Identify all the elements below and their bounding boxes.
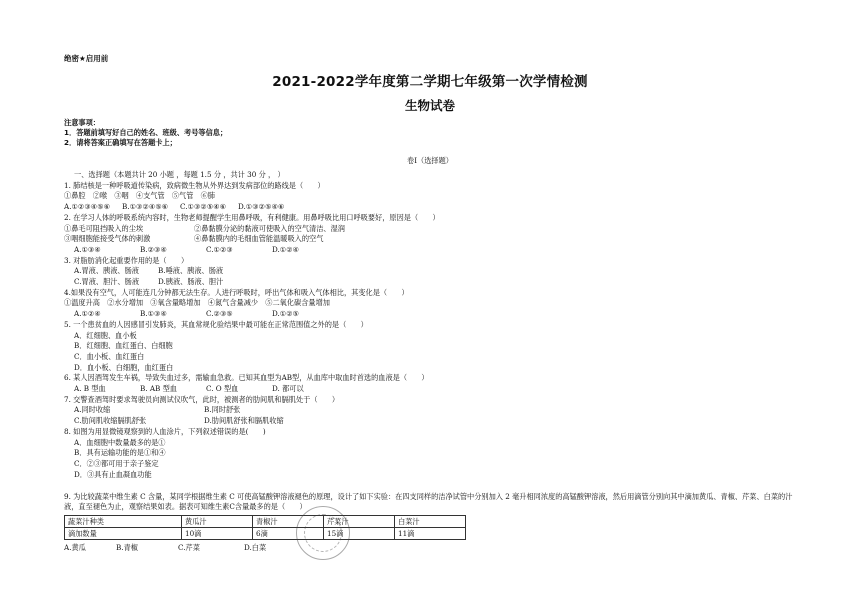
q8-option-a: A．血细胞中数量最多的是① <box>74 437 166 447</box>
q5-option-a: A．红细胞、血小板 <box>74 330 137 340</box>
q8-option-c: C．②③都可用于亲子鉴定 <box>74 458 159 468</box>
q2-options <box>64 245 804 256</box>
q9-option-c: C.芹菜 <box>178 543 200 552</box>
q4-option-c: C.②③⑤ <box>206 309 233 319</box>
q7-options-cd <box>64 416 804 427</box>
q3-stem: 3. 对脂肪消化起重要作用的是（ ） <box>64 255 189 265</box>
q3-option-a: A.胃液、胰液、肠液 <box>74 266 139 276</box>
table-cell: 6滴 <box>253 528 324 540</box>
q6-option-d: D. 都可以 <box>272 384 304 394</box>
table-cell: 青椒汁 <box>253 516 324 528</box>
q1-parts: ①鼻腔 ②喉 ③咽 ④支气管 ⑤气管 ⑥肺 <box>64 191 215 201</box>
questions <box>64 170 804 480</box>
q6-options <box>64 384 804 395</box>
q4-parts: ①温度升高 ②水分增加 ③氧含量略增加 ④氮气含量减少 ⑤二氧化碳含量增加 <box>64 298 330 308</box>
notice-item: 2．请将答案正确填写在答题卡上； <box>64 138 177 147</box>
q5-option-d: D．血小板、白细胞，血红蛋白 <box>74 362 174 372</box>
q2-line2 <box>64 234 804 245</box>
volume-heading: 卷I（选择题） <box>407 156 453 165</box>
table-cell: 芹菜汁 <box>324 516 395 528</box>
q4-options <box>64 309 804 320</box>
q9-option-b: B.青椒 <box>116 543 138 552</box>
q2-item-3: ③咽细胞能接受气体的刺激 <box>64 234 151 244</box>
notice-block <box>64 118 227 148</box>
q8-option-b: B．具有运输功能的是①和④ <box>74 448 166 458</box>
table-row <box>65 516 466 528</box>
secret-mark: 绝密★启用前 <box>64 54 109 63</box>
section-heading: 一、选择题（本题共计 20 小题 ，每题 1.5 分 ，共计 30 分 ， ） <box>74 170 285 179</box>
table-cell: 11滴 <box>395 528 466 540</box>
q9-option-d: D.白菜 <box>244 543 267 552</box>
q7-option-d: D.肋间肌舒张和膈肌收缩 <box>204 416 284 426</box>
q7-stem: 7. 交警查酒驾时要求驾驶员向测试仪吹气，此时，被测者的肋间肌和膈肌处于（ ） <box>64 394 340 404</box>
q6-option-c: C. O 型血 <box>206 384 239 394</box>
exam-title: 2021-2022学年度第二学期七年级第一次学情检测 <box>272 74 588 90</box>
q2-option-c: C.①②③ <box>206 244 233 254</box>
q8-option-d: D．③具有止血凝血功能 <box>74 469 152 479</box>
notice-item: 1．答题前填写好自己的姓名、班级、考号等信息； <box>64 128 228 137</box>
q2-line1 <box>64 224 804 235</box>
q4-option-b: B.①③④ <box>140 309 167 319</box>
q6-option-a: A. B 型血 <box>74 384 106 394</box>
q3-option-d: D.胰液、肠液、胆汁 <box>158 277 224 287</box>
q9-table <box>64 515 466 540</box>
q2-item-4: ④鼻黏膜内的毛细血管能温暖吸入的空气 <box>194 234 324 244</box>
q9-stem: 9. 为比较蔬菜中维生素 C 含量，某同学根据维生素 C 可使高锰酸钾溶液褪色的原理，设计了如下实验：在四支同样的洁净试管中分别加入 2 毫升相同浓度的高锰酸钾溶液，然后用滴管分别向其中滴加黄瓜、青椒、芹菜、白菜的汁液，直至褪色为止，观察结果如表。据表可知维生素C含量最多的是（ ） <box>64 492 793 511</box>
q3-option-b: B.唾液、胰液、肠液 <box>158 266 224 276</box>
q3-options-cd <box>64 277 804 288</box>
q1-option-a: A.①②③④⑤⑥ <box>64 202 111 212</box>
q4-stem: 4.如果没有空气，人可能连几分钟都无法生存。人进行呼吸时，呼出气体和吸入气体相比，其变化是（ ） <box>64 287 409 297</box>
q7-option-b: B.同时舒张 <box>204 405 241 415</box>
table-cell: 黄瓜汁 <box>182 516 253 528</box>
q2-item-2: ②鼻黏膜分泌的黏液可使吸入的空气清洁、湿润 <box>194 223 345 233</box>
table-cell: 滴加数量 <box>65 528 182 540</box>
q1-option-c: C.①③②⑤④⑥ <box>180 202 227 212</box>
q7-option-c: C.肋间肌收缩膈肌舒张 <box>74 416 147 426</box>
exam-subject: 生物试卷 <box>404 98 455 113</box>
table-cell: 15滴 <box>324 528 395 540</box>
seal-stamp <box>296 506 350 560</box>
q7-options-ab <box>64 405 804 416</box>
q6-stem: 6. 某人因酒驾发生车祸，导致失血过多，需输血急救。已知其血型为AB型，从血库中取血时首选的血液是（ ） <box>64 373 429 383</box>
q2-item-1: ①鼻毛可阻挡吸入的尘埃 <box>64 223 144 233</box>
q3-options-ab <box>64 266 804 277</box>
q6-option-b: B. AB 型血 <box>140 384 177 394</box>
q5-option-b: B．红细胞、血红蛋白、白细胞 <box>74 341 173 351</box>
q4-option-a: A.①②④ <box>74 309 101 319</box>
q8-stem: 8. 如图为用显微镜观察到的人血涂片，下列叙述错误的是( ) <box>64 426 266 436</box>
table-cell: 白菜汁 <box>395 516 466 528</box>
q2-option-a: A.①③④ <box>74 244 101 254</box>
notice-heading: 注意事项： <box>64 118 100 127</box>
table-cell: 蔬菜汁种类 <box>65 516 182 528</box>
q3-option-c: C.胃液、胆汁、肠液 <box>74 277 140 287</box>
q2-option-b: B.②③④ <box>140 244 167 254</box>
q2-option-d: D.①②④ <box>272 244 300 254</box>
q4-option-d: D.①②⑤ <box>272 309 300 319</box>
table-cell: 10滴 <box>182 528 253 540</box>
q2-stem: 2. 在学习人体的呼吸系统内容时，生物老师提醒学生用鼻呼吸，有利健康。用鼻呼吸比用口呼吸要好，原因是（ ） <box>64 212 440 222</box>
q1-options <box>64 202 804 213</box>
q1-option-b: B.①③②④⑤⑥ <box>122 202 169 212</box>
q7-option-a: A.同时收缩 <box>74 405 111 415</box>
q1-stem: 1. 肺结核是一种呼吸道传染病，致病微生物从外界达到发病部位的路线是（ ） <box>64 180 325 190</box>
q5-option-c: C．血小板、血红蛋白 <box>74 351 145 361</box>
q9-option-a: A.黄瓜 <box>64 543 86 552</box>
table-row <box>65 528 466 540</box>
q9-options <box>64 543 292 553</box>
q1-option-d: D.①③②⑤④⑥ <box>238 202 285 212</box>
q5-stem: 5. 一个患贫血的人因感冒引发肺炎，其血常规化验结果中最可能在正常范围值之外的是（ ） <box>64 319 368 329</box>
